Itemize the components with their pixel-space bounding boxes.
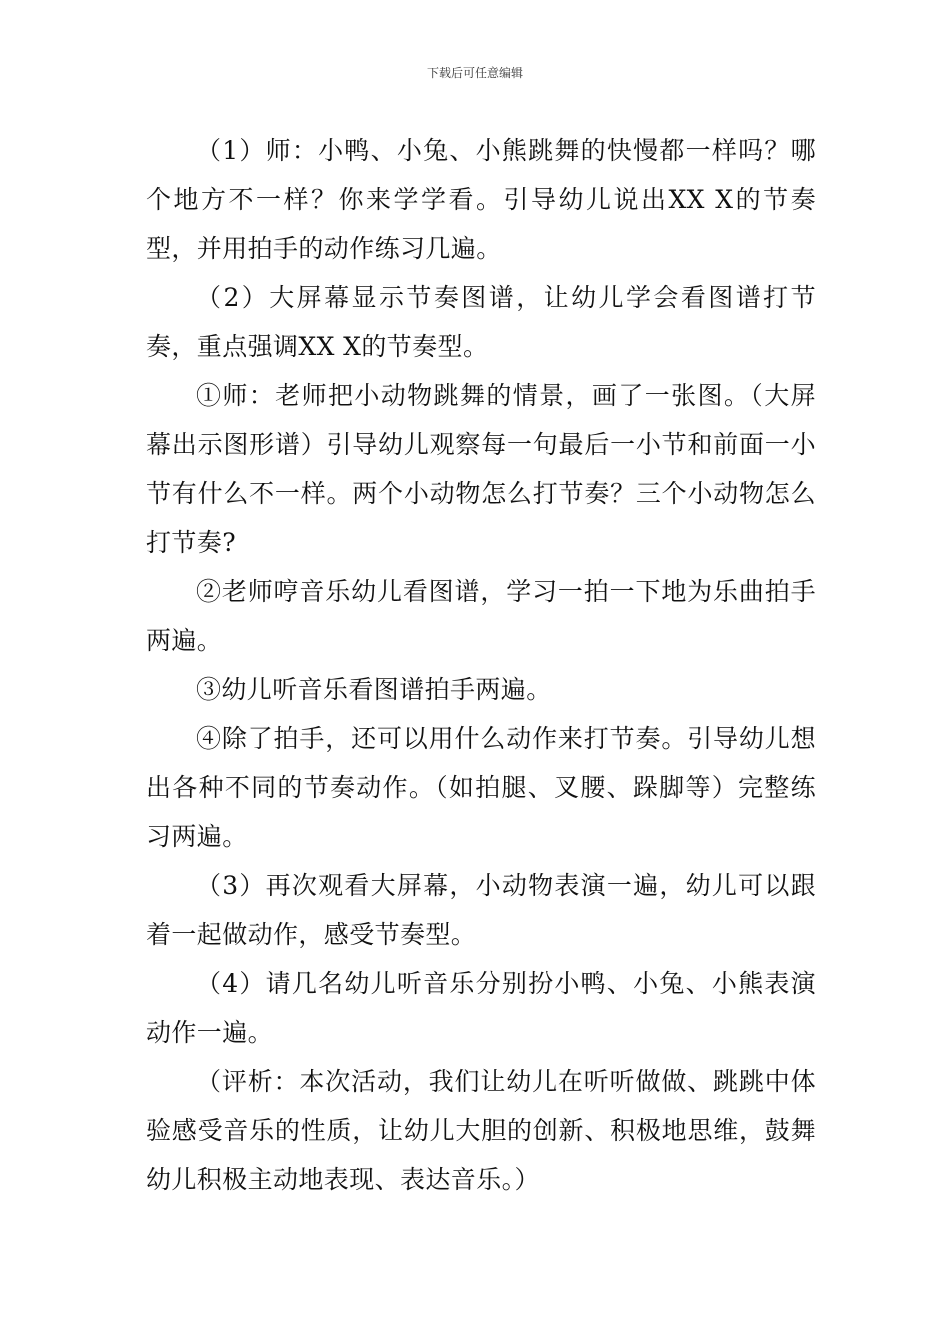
paragraph-step-4: （4）请几名幼儿听音乐分别扮小鸭、小兔、小熊表演动作一遍。 [146,969,816,1047]
paragraph-substep-4: ④除了拍手，还可以用什么动作来打节奏。引导幼儿想出各种不同的节奏动作。（如拍腿、叉腰、跺脚等）完整练习两遍。 [146,724,816,851]
page-header-note: 下载后可任意编辑 [426,66,523,80]
paragraph-step-3: （3）再次观看大屏幕，小动物表演一遍，幼儿可以跟着一起做动作，感受节奏型。 [146,871,816,949]
paragraph-step-2: （2）大屏幕显示节奏图谱，让幼儿学会看图谱打节奏，重点强调XX X的节奏型。 [146,283,816,361]
paragraph-step-1: （1）师：小鸭、小兔、小熊跳舞的快慢都一样吗？哪个地方不一样？你来学学看。引导幼儿说出XX X的节奏型，并用拍手的动作练习几遍。 [146,136,816,263]
paragraph-substep-3: ③幼儿听音乐看图谱拍手两遍。 [196,675,552,704]
paragraph-evaluation: （评析：本次活动，我们让幼儿在听听做做、跳跳中体验感受音乐的性质，让幼儿大胆的创新、积极地思维，鼓舞幼儿积极主动地表现、表达音乐。） [146,1067,816,1194]
document-body [146,126,816,1204]
paragraph-substep-1: ①师：老师把小动物跳舞的情景，画了一张图。（大屏幕出示图形谱）引导幼儿观察每一句最后一小节和前面一小节有什么不一样。两个小动物怎么打节奏？三个小动物怎么打节奏? [146,381,816,557]
paragraph-substep-2: ②老师哼音乐幼儿看图谱，学习一拍一下地为乐曲拍手两遍。 [146,577,816,655]
